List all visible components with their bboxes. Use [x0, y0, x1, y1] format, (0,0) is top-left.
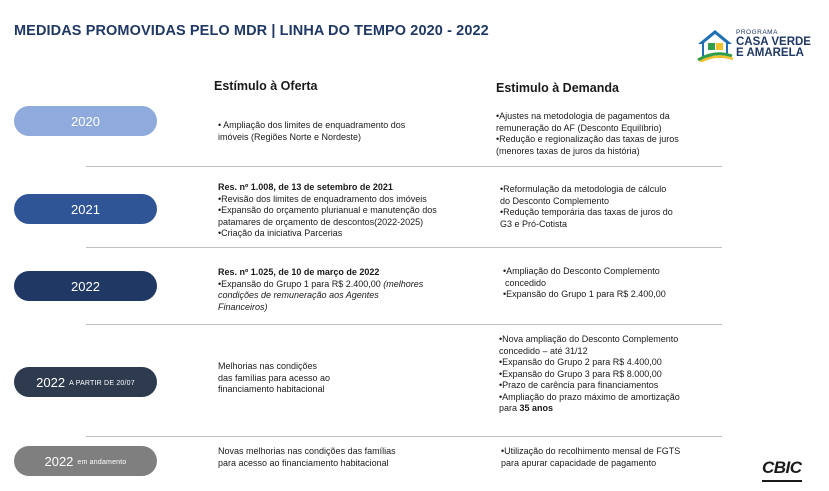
demand-line: •Ajustes na metodologia de pagamentos da [496, 111, 670, 121]
demand-cell-2022-ongoing [501, 446, 680, 469]
offer-line: •Expansão do orçamento plurianual e manutenção dos [218, 205, 437, 215]
offer-line: •Revisão dos limites de enquadramento dos imóveis [218, 193, 427, 204]
offer-cell-2020 [218, 120, 405, 143]
demand-line: concedido [505, 277, 547, 288]
year-pill-2021 [14, 194, 157, 224]
demand-line: •Prazo de carência para financiamentos [499, 380, 659, 390]
offer-line [218, 279, 423, 291]
offer-italic-text: (melhores [383, 278, 424, 289]
resolution-heading: Res. nº 1.025, de 10 de março de 2022 [218, 267, 380, 277]
demand-column-header: Estimulo à Demanda [496, 81, 619, 95]
year-suffix: em andamento [77, 459, 127, 466]
year-suffix: A PARTIR DE 20/07 [69, 380, 135, 387]
demand-line: (menores taxas de juros da história) [496, 145, 640, 156]
offer-line: para acesso ao financiamento habitacional [218, 457, 389, 468]
row-divider [86, 247, 722, 248]
row-divider [86, 324, 722, 325]
offer-line: Novas melhorias nas condições das famílias [218, 446, 396, 456]
demand-line: •Expansão do Grupo 2 para R$ 4.400,00 [499, 357, 662, 367]
offer-cell-2022-march [218, 267, 423, 313]
offer-line: Melhorias nas condições [218, 361, 318, 371]
demand-cell-2022-july [499, 334, 680, 415]
demand-line: •Expansão do Grupo 1 para R$ 2.400,00 [503, 289, 666, 299]
logo-small-text: PROGRAMA [736, 29, 778, 36]
offer-cell-2022-july [218, 361, 330, 396]
demand-line [499, 403, 680, 415]
year-label: 2022 [71, 278, 100, 294]
offer-line: financiamento habitacional [218, 384, 325, 394]
row-divider [86, 166, 722, 167]
demand-line: concedido – até 31/12 [499, 345, 588, 356]
demand-line: •Nova ampliação do Desconto Complemento [499, 334, 679, 344]
offer-italic-line: condições de remuneração aos Agentes [218, 290, 379, 300]
offer-line: patamares de orçamento de descontos(2022-2025) [218, 216, 424, 227]
cbic-logo-text: CBIC [762, 458, 802, 477]
cbic-logo-underline [762, 480, 802, 482]
demand-line: •Utilização do recolhimento mensal de FGTS [501, 446, 681, 456]
demand-line: •Ampliação do prazo máximo de amortização [499, 391, 680, 402]
year-pill-2022-ongoing [14, 446, 157, 476]
resolution-heading: Res. nº 1.008, de 13 de setembro de 2021 [218, 182, 393, 192]
year-label: 2021 [71, 201, 100, 217]
logo-line-2: E AMARELA [736, 47, 804, 59]
house-icon [696, 28, 734, 62]
page-title: MEDIDAS PROMOVIDAS PELO MDR | LINHA DO TEMPO 2020 - 2022 [14, 23, 489, 39]
offer-line: das famílias para acesso ao [218, 372, 331, 383]
demand-line: •Reformulação da metodologia de cálculo [500, 184, 667, 194]
demand-line: G3 e Pró-Cotista [500, 218, 568, 229]
demand-cell-2022-march [503, 266, 666, 301]
demand-line: •Expansão do Grupo 3 para R$ 8.000,00 [499, 368, 662, 379]
demand-cell-2020 [496, 111, 679, 157]
demand-line: •Redução e regionalização das taxas de juros [496, 134, 679, 144]
demand-line: do Desconto Complemento [500, 195, 610, 206]
logo-brand-text [736, 37, 818, 59]
year-pill-2020 [14, 106, 157, 136]
offer-italic-line: Financeiros) [218, 301, 268, 312]
year-pill-2022-july [14, 367, 157, 397]
demand-line: remuneração do AF (Desconto Equilíbrio) [496, 122, 662, 133]
offer-line: imóveis (Regiões Norte e Nordeste) [218, 131, 362, 142]
demand-line: para apurar capacidade de pagamento [501, 457, 657, 468]
year-label: 2020 [71, 113, 100, 129]
offer-column-header: Estímulo à Oferta [214, 79, 318, 93]
demand-line: •Ampliação do Desconto Complemento [503, 266, 660, 276]
cbic-logo [762, 458, 802, 478]
year-pill-2022-march [14, 271, 157, 301]
casa-verde-amarela-logo [696, 26, 816, 66]
demand-cell-2021 [500, 184, 673, 230]
offer-line: •Criação da iniciativa Parcerias [218, 228, 343, 238]
demand-text: para [499, 403, 520, 413]
offer-text: •Expansão do Grupo 1 para R$ 2.400,00 [218, 278, 384, 289]
offer-cell-2022-ongoing [218, 446, 396, 469]
logo-line-1: CASA VERDE [736, 36, 811, 48]
year-label: 2022 [36, 374, 66, 390]
demand-bold-text: 35 anos [519, 403, 554, 413]
year-label: 2022 [44, 453, 74, 469]
offer-cell-2021 [218, 182, 437, 240]
row-divider [86, 436, 722, 437]
offer-line: • Ampliação dos limites de enquadramento dos [218, 120, 406, 130]
demand-line: •Redução temporária das taxas de juros do [500, 207, 673, 217]
